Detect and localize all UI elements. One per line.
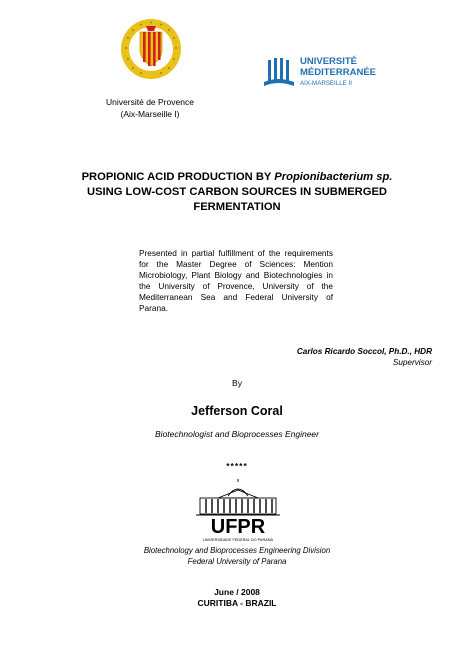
- university-name-block: [60, 96, 240, 120]
- umed-line1: UNIVERSITÉ: [300, 56, 358, 67]
- university-of-provence-seal-icon: [120, 18, 182, 80]
- university-name: Université de Provence: [106, 97, 194, 107]
- division-name: Biotechnology and Bioprocesses Engineering Division: [143, 546, 331, 555]
- umed-line2: MÉDITERRANÉE: [300, 67, 377, 78]
- title-line-1: PROPIONIC ACID PRODUCTION BY Propionibacterium sp.: [81, 171, 393, 183]
- ufpr-building-icon: [196, 479, 280, 515]
- universite-mediterranee-logo: [262, 50, 382, 98]
- title-line-2: USING LOW-COST CARBON SOURCES IN SUBMERGED: [87, 186, 387, 198]
- university-subname: (Aix-Marseille I): [120, 109, 180, 119]
- place: CURITIBA - BRAZIL: [197, 598, 277, 608]
- division-university: Federal University of Parana: [187, 557, 287, 566]
- supervisor-block: [132, 346, 432, 368]
- author-name: Jefferson Coral: [191, 404, 283, 418]
- umed-line3: AIX-MARSEILLE II: [300, 80, 352, 87]
- separator-stars: *****: [226, 461, 248, 471]
- presented-statement: Presented in partial fulfillment of the requirements for the Master Degree of Sciences: Mention Microbiology, Plant Biology and Biotechnologies in the University of Provence, University of the Mediterranean Sea and Federal University of Parana.: [139, 248, 333, 313]
- division-block: [0, 545, 474, 567]
- date: June / 2008: [214, 587, 260, 597]
- title-line-3: FERMENTATION: [193, 201, 281, 213]
- date-place-block: [0, 587, 474, 609]
- by-label: By: [232, 378, 242, 388]
- supervisor-role: Supervisor: [392, 358, 432, 367]
- thesis-title: [20, 170, 454, 215]
- author-role: Biotechnologist and Bioprocesses Engineer: [155, 429, 319, 439]
- supervisor-name: Carlos Ricardo Soccol, Ph.D., HDR: [296, 347, 432, 356]
- ufpr-logo: [190, 478, 286, 544]
- ufpr-logo-text: UFPR: [210, 516, 266, 538]
- mediterranee-columns-icon: [264, 58, 294, 86]
- ufpr-logo-subtext: UNIVERSIDADE FEDERAL DO PARANÁ: [202, 538, 274, 542]
